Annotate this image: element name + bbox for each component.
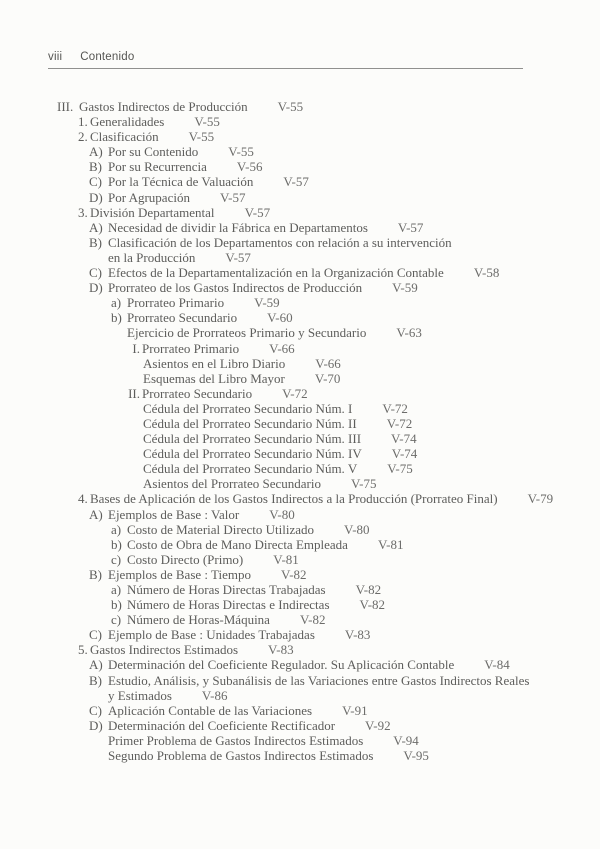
toc-entry bbox=[48, 341, 572, 356]
toc-entry bbox=[48, 673, 572, 688]
toc-entry bbox=[48, 597, 572, 612]
toc-entry-page: V-95 bbox=[403, 748, 429, 764]
toc-entry-title: Aplicación Contable de las Variaciones bbox=[108, 702, 313, 718]
toc-entry-title: Segundo Problema de Gastos Indirectos Estimados bbox=[108, 748, 374, 764]
toc-entry bbox=[48, 295, 572, 310]
toc-entry-title: Ejemplos de Base : Valor bbox=[108, 506, 240, 522]
toc-entry bbox=[48, 733, 572, 748]
toc-entry-title: Clasificación de los Departamentos con relación a su intervención bbox=[108, 234, 452, 250]
toc-entry bbox=[48, 491, 572, 506]
toc-entry-title: Esquemas del Libro Mayor bbox=[143, 370, 285, 386]
toc-entry-page: V-55 bbox=[228, 144, 254, 160]
toc-entry-title: Número de Horas-Máquina bbox=[127, 612, 270, 628]
toc-entry-title: Número de Horas Directas Trabajadas bbox=[127, 582, 326, 597]
toc-entry-marker: 5. bbox=[78, 642, 88, 658]
toc-entry-title: Costo de Material Directo Utilizado bbox=[127, 521, 315, 537]
toc-entry bbox=[48, 250, 572, 265]
toc-entry-title: Prorrateo Primario bbox=[142, 340, 240, 356]
toc-entry-page: V-72 bbox=[282, 385, 308, 401]
toc-entry-title: Necesidad de dividir la Fábrica en Departamentos bbox=[108, 219, 368, 235]
toc-entry-page: V-83 bbox=[344, 627, 371, 643]
toc-entry-title: Por su Contenido bbox=[108, 144, 199, 160]
toc-entry-marker: a) bbox=[111, 521, 122, 537]
toc-entry-title: Determinación del Coeficiente Regulador. Su Aplicación Contable bbox=[108, 657, 455, 673]
toc-entry bbox=[48, 431, 572, 446]
toc-entry-title: Determinación del Coeficiente Rectificador bbox=[108, 717, 336, 733]
toc-entry-page: V-66 bbox=[315, 355, 341, 371]
toc-entry-marker: b) bbox=[111, 310, 122, 326]
toc-entry-title: Efectos de la Departamentalización en la Organización Contable bbox=[108, 265, 444, 281]
toc-entry bbox=[48, 642, 572, 657]
toc-entry-marker: C) bbox=[89, 265, 102, 281]
toc-entry-page: V-55 bbox=[194, 114, 220, 130]
toc-entry-page: V-83 bbox=[268, 642, 294, 658]
toc-entry-page: V-92 bbox=[365, 717, 391, 733]
toc-entry-marker: C) bbox=[89, 174, 102, 190]
toc-entry-page: V-63 bbox=[396, 325, 422, 341]
toc-entry-page: V-81 bbox=[273, 551, 299, 567]
toc-entry-page: V-57 bbox=[244, 204, 271, 220]
toc-entry-page: V-55 bbox=[277, 99, 304, 114]
toc-entry-marker: B) bbox=[89, 234, 102, 250]
toc-entry bbox=[48, 235, 572, 250]
toc-entry-page: V-74 bbox=[391, 446, 418, 462]
toc-entry bbox=[48, 657, 572, 672]
toc-entry bbox=[48, 205, 572, 220]
toc-entry bbox=[48, 461, 572, 476]
toc-entry-page: V-86 bbox=[201, 687, 228, 703]
toc-entry-title: en la Producción bbox=[108, 249, 196, 265]
toc-entry-page: V-82 bbox=[359, 597, 386, 613]
toc-entry-title: Cédula del Prorrateo Secundario Núm. II bbox=[143, 415, 357, 431]
toc-entry bbox=[48, 174, 572, 189]
toc-entry bbox=[48, 748, 572, 763]
toc-entry-title: Ejemplos de Base : Tiempo bbox=[108, 566, 251, 582]
toc-entry-page: V-70 bbox=[314, 370, 341, 386]
toc-entry-title: Costo de Obra de Mano Directa Empleada bbox=[127, 536, 348, 552]
toc-entry-title: Por su Recurrencia bbox=[108, 159, 207, 175]
toc-entry-title: División Departamental bbox=[90, 204, 215, 220]
toc-entry bbox=[48, 99, 572, 114]
toc-entry-marker: A) bbox=[89, 144, 103, 160]
toc-entry-title: Generalidades bbox=[90, 114, 165, 130]
toc-entry-page: V-82 bbox=[355, 582, 382, 597]
toc-entry bbox=[48, 688, 572, 703]
toc-entry-marker: III. bbox=[57, 99, 74, 114]
toc-entry-marker: 2. bbox=[78, 129, 88, 145]
toc-entry bbox=[48, 416, 572, 431]
toc-entry bbox=[48, 476, 572, 491]
toc-entry-title: Número de Horas Directas e Indirectas bbox=[127, 597, 330, 613]
toc-entry-title: Prorrateo de los Gastos Indirectos de Producción bbox=[108, 280, 363, 296]
toc-entry bbox=[48, 356, 572, 371]
toc-entry bbox=[48, 310, 572, 325]
toc-entry-marker: C) bbox=[89, 627, 102, 643]
toc-entry bbox=[48, 144, 572, 159]
toc-entry-page: V-60 bbox=[267, 310, 293, 326]
toc-entry-page: V-82 bbox=[299, 612, 326, 628]
toc-entry bbox=[48, 129, 572, 144]
toc-entry-title: Gastos Indirectos de Producción bbox=[79, 99, 248, 114]
toc-entry-title: Cédula del Prorrateo Secundario Núm. I bbox=[143, 400, 353, 416]
toc-entry-marker: 4. bbox=[78, 491, 88, 507]
toc-entry-marker: A) bbox=[89, 657, 103, 673]
toc-entry-marker: B) bbox=[89, 566, 102, 582]
toc-entry-title: Prorrateo Secundario bbox=[142, 385, 253, 401]
toc-entry bbox=[48, 280, 572, 295]
toc-entry-page: V-82 bbox=[281, 566, 307, 582]
toc-entry-marker: c) bbox=[111, 612, 122, 628]
toc-entry-marker: C) bbox=[89, 702, 102, 718]
toc-entry-page: V-59 bbox=[392, 280, 418, 296]
toc-entry-marker: a) bbox=[111, 582, 122, 597]
toc-entry-page: V-75 bbox=[350, 476, 377, 492]
toc-entry-marker: b) bbox=[111, 597, 122, 613]
toc-entry bbox=[48, 612, 572, 627]
toc-entry-page: V-72 bbox=[382, 400, 408, 416]
toc-entry bbox=[48, 552, 572, 567]
toc-entry-marker: a) bbox=[111, 295, 122, 311]
toc-entry bbox=[48, 190, 572, 205]
toc-entry bbox=[48, 159, 572, 174]
toc-entry-title: Por la Técnica de Valuación bbox=[108, 174, 254, 190]
toc-entry-title: Por Agrupación bbox=[108, 189, 190, 205]
toc-entry bbox=[48, 507, 572, 522]
toc-entry-page: V-80 bbox=[344, 521, 370, 537]
toc-entry-marker: A) bbox=[89, 506, 103, 522]
toc-entry-marker: b) bbox=[111, 536, 122, 552]
toc-entry-page: V-74 bbox=[391, 431, 417, 447]
toc-entry-title: Bases de Aplicación de los Gastos Indirectos a la Producción (Prorrateo Final) bbox=[90, 491, 498, 507]
toc-entry bbox=[48, 703, 572, 718]
toc-entry bbox=[48, 386, 572, 401]
toc-entry-marker: B) bbox=[89, 672, 102, 688]
toc-entry-page: V-58 bbox=[473, 265, 500, 281]
toc-entry-page: V-94 bbox=[393, 732, 419, 748]
toc-entry-marker: D) bbox=[89, 280, 103, 296]
toc-entry-page: V-57 bbox=[283, 174, 309, 190]
toc-entry-title: Prorrateo Primario bbox=[127, 295, 225, 311]
toc-entry-page: V-66 bbox=[269, 340, 295, 356]
toc-entry-marker: c) bbox=[111, 551, 122, 567]
toc-entry-title: Clasificación bbox=[90, 129, 159, 145]
toc-entry-marker: 3. bbox=[78, 204, 88, 220]
toc-entry bbox=[48, 401, 572, 416]
toc-entry-title: Estudio, Análisis, y Subanálisis de las Variaciones entre Gastos Indirectos Reales bbox=[108, 672, 530, 688]
toc-entry-title: Prorrateo Secundario bbox=[127, 310, 238, 326]
toc-entry-title: Ejemplo de Base : Unidades Trabajadas bbox=[108, 627, 315, 643]
folio-page-number: viii bbox=[48, 51, 63, 63]
toc-list bbox=[48, 99, 572, 763]
toc-entry-marker: B) bbox=[89, 159, 102, 175]
toc-entry bbox=[48, 627, 572, 642]
toc-entry-page: V-75 bbox=[387, 461, 413, 477]
toc-entry-page: V-55 bbox=[188, 129, 215, 145]
toc-entry-title: Cédula del Prorrateo Secundario Núm. IV bbox=[143, 446, 362, 462]
toc-entry bbox=[48, 537, 572, 552]
toc-entry bbox=[48, 567, 572, 582]
toc-entry bbox=[48, 371, 572, 386]
toc-entry-marker: 1. bbox=[78, 114, 88, 130]
toc-entry-page: V-57 bbox=[397, 219, 424, 235]
toc-entry bbox=[48, 265, 572, 280]
page-header bbox=[48, 51, 523, 69]
running-header-title: Contenido bbox=[80, 51, 135, 63]
toc-entry-title: Costo Directo (Primo) bbox=[127, 551, 244, 567]
toc-entry bbox=[48, 446, 572, 461]
toc-entry-title: Asientos en el Libro Diario bbox=[143, 355, 286, 371]
toc-entry-page: V-72 bbox=[386, 415, 413, 431]
toc-entry-title: Gastos Indirectos Estimados bbox=[90, 642, 239, 658]
toc-entry-title: Cédula del Prorrateo Secundario Núm. V bbox=[143, 461, 358, 477]
toc-entry-title: y Estimados bbox=[108, 687, 172, 703]
toc-entry-page: V-56 bbox=[236, 159, 263, 175]
toc-entry-page: V-91 bbox=[342, 702, 368, 718]
toc-entry-marker: A) bbox=[89, 219, 103, 235]
toc-entry-title: Ejercicio de Prorrateos Primario y Secundario bbox=[127, 325, 367, 341]
toc-entry bbox=[48, 220, 572, 235]
toc-entry bbox=[48, 582, 572, 597]
toc-entry-page: V-81 bbox=[377, 536, 404, 552]
toc-entry-page: V-80 bbox=[269, 506, 295, 522]
toc-entry bbox=[48, 522, 572, 537]
toc-entry-marker: I. bbox=[132, 340, 140, 356]
toc-entry-marker: D) bbox=[89, 189, 103, 205]
toc-entry-page: V-84 bbox=[484, 657, 510, 673]
toc-entry-title: Asientos del Prorrateo Secundario bbox=[143, 476, 321, 492]
toc-entry-page: V-59 bbox=[254, 295, 280, 311]
toc-entry-title: Primer Problema de Gastos Indirectos Estimados bbox=[108, 732, 364, 748]
toc-entry bbox=[48, 325, 572, 340]
toc-entry-page: V-57 bbox=[219, 189, 246, 205]
toc-entry-marker: D) bbox=[89, 717, 103, 733]
toc-entry-title: Cédula del Prorrateo Secundario Núm. III bbox=[143, 431, 362, 447]
toc-entry-marker: II. bbox=[128, 385, 140, 401]
toc-entry-page: V-57 bbox=[225, 249, 251, 265]
toc-entry bbox=[48, 718, 572, 733]
toc-entry-page: V-79 bbox=[527, 491, 554, 507]
toc-entry bbox=[48, 114, 572, 129]
